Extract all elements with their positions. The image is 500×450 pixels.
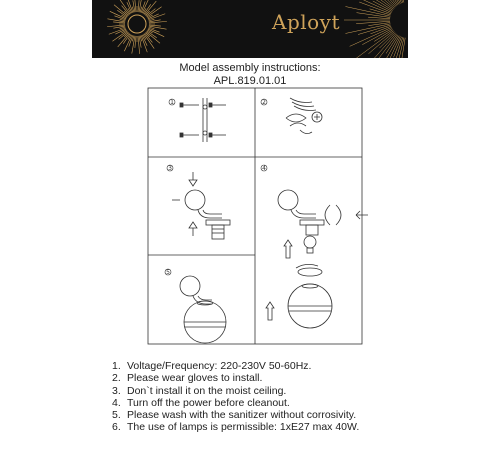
list-item: 5. Please wash with the sanitizer without corrosivity.: [112, 409, 357, 422]
arrow-up-icon: [284, 240, 292, 258]
step-number-3: [167, 165, 173, 172]
list-item: 6. The use of lamps is permissible: 1xE27 max 40W.: [112, 421, 360, 434]
list-item: 4. Turn off the power before cleanout.: [112, 396, 290, 409]
list-item: 3. Don`t install it on the moist ceiling.: [112, 384, 287, 397]
light-bulb-icon: [304, 236, 316, 253]
bulb-install-illustration: [266, 190, 368, 328]
brand-name: Aployt: [272, 10, 341, 34]
list-item: 1. Voltage/Frequency: 220-230V 50-60Hz.: [112, 360, 312, 372]
arrow-up-icon: [266, 302, 274, 320]
assembled-lamp-illustration: [180, 276, 226, 343]
arrow-down-icon: [189, 172, 197, 186]
svg-text:1: 1: [170, 99, 174, 106]
glass-shade-icon: [288, 284, 332, 328]
list-item: 2. Please wear gloves to install.: [112, 372, 263, 385]
screw-icon: [180, 103, 199, 107]
arrow-up-icon: [189, 222, 197, 236]
step-number-1: [169, 99, 175, 106]
step-number-2: [261, 99, 267, 106]
step-number-4: [261, 165, 267, 172]
screw-icon: [209, 103, 226, 107]
wire-connection-illustration: [286, 98, 322, 134]
screw-icon: [209, 133, 226, 137]
svg-text:2: 2: [262, 99, 266, 106]
holder-attach-illustration: [172, 172, 230, 239]
svg-text:3: 3: [168, 165, 172, 172]
svg-text:5: 5: [166, 269, 170, 276]
safety-notes-list: [112, 360, 359, 434]
model-number: APL.819.01.01: [213, 75, 287, 87]
screw-icon: [180, 133, 199, 137]
svg-text:4: 4: [262, 165, 266, 172]
page-title: Model assembly instructions:: [179, 62, 321, 74]
mounting-bracket-illustration: [180, 98, 226, 142]
step-number-5: [165, 269, 171, 276]
